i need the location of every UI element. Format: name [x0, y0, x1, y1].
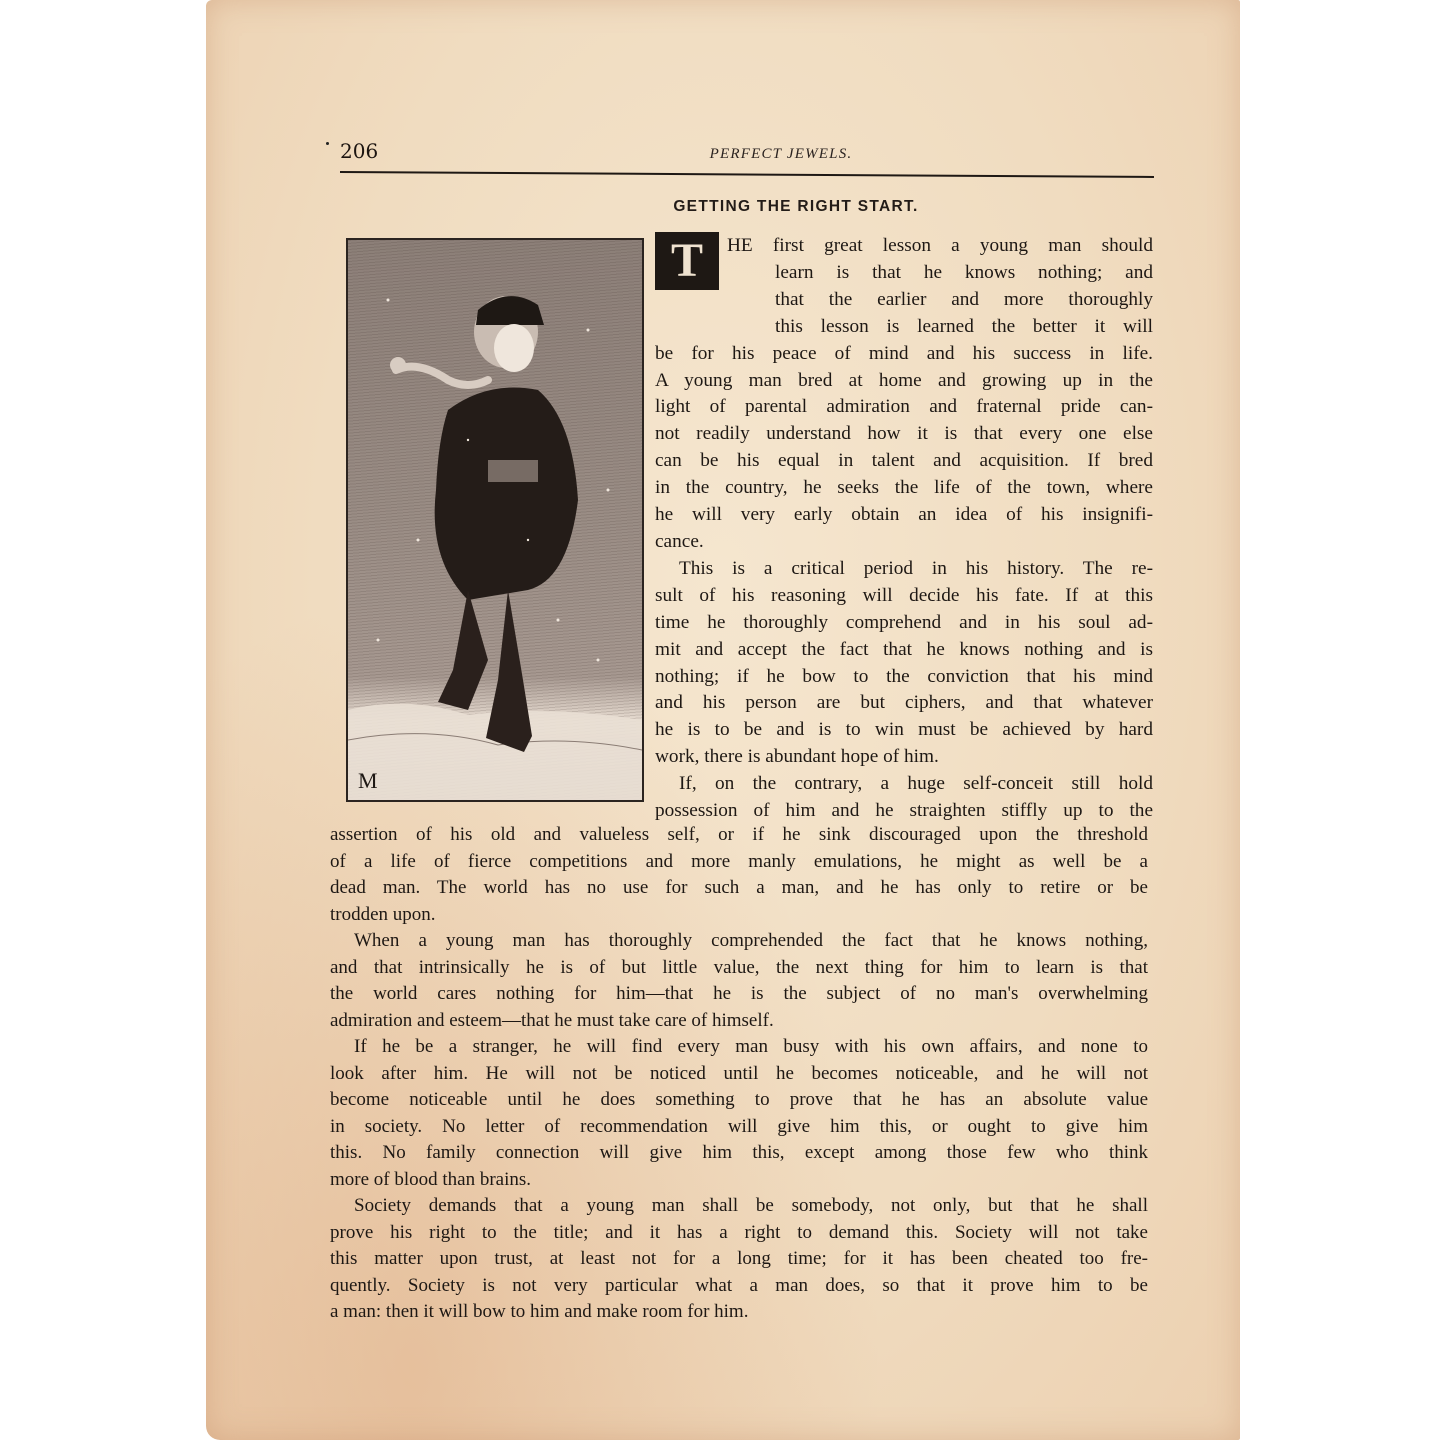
text-line: possession of him and he straighten stiffly up to the — [655, 800, 1153, 822]
engraving-illustration — [346, 238, 644, 802]
article-title: GETTING THE RIGHT START. — [673, 198, 919, 215]
text-line: cance. — [655, 530, 704, 552]
text-line: If he be a stranger, he will find every man busy with his own affairs, and none to — [354, 1036, 1148, 1057]
book-page — [206, 0, 1240, 1440]
drop-cap-letter: T — [670, 234, 703, 287]
text-line: and that intrinsically he is of but little value, the next thing for him to learn is that — [330, 956, 1148, 978]
text-line: can be his equal in talent and acquisition. If bred — [655, 450, 1153, 472]
text-line: not readily understand how it is that every one else — [655, 423, 1153, 445]
text-line: dead man. The world has no use for such a man, and he has only to retire or be — [330, 877, 1148, 898]
text-line: nothing; if he bow to the conviction that his mind — [655, 665, 1153, 687]
header-rule — [340, 171, 1154, 178]
text-line: admiration and esteem—that he must take care of himself. — [330, 1009, 774, 1031]
text-line: this matter upon trust, at least not for a long time; for it has been cheated too fre- — [330, 1248, 1148, 1269]
text-line: he will very early obtain an idea of his insignifi- — [655, 504, 1153, 526]
running-head — [340, 136, 1152, 170]
boy-in-snow-icon — [348, 240, 642, 800]
text-line: in society. No letter of recommendation will give him this, or ought to give him — [330, 1115, 1148, 1137]
text-line: more of blood than brains. — [330, 1168, 532, 1190]
text-line: mit and accept the fact that he knows nothing and is — [655, 638, 1153, 660]
text-line: prove his right to the title; and it has a right to demand this. Society will not take — [330, 1221, 1148, 1243]
svg-text:M: M — [358, 768, 378, 793]
text-line: assertion of his old and valueless self, or if he sink discouraged upon the threshold — [330, 824, 1148, 845]
text-line: Society demands that a young man shall be somebody, not only, but that he shall — [354, 1195, 1148, 1216]
text-line: When a young man has thoroughly comprehended the fact that he knows nothing, — [354, 930, 1148, 951]
text-line: light of parental admiration and fraternal pride can- — [655, 396, 1153, 418]
text-line: be for his peace of mind and his success in life. — [655, 342, 1153, 364]
text-line: If, on the contrary, a huge self-conceit still hold — [679, 773, 1153, 795]
text-line: become noticeable until he does something to prove that he has an absolute value — [330, 1089, 1148, 1110]
text-line: time he thoroughly comprehend and in his soul ad- — [655, 611, 1153, 633]
text-line: in the country, he seeks the life of the town, where — [655, 477, 1153, 499]
text-line: and his person are but ciphers, and that whatever — [655, 692, 1153, 714]
text-line: quently. Society is not very particular what a man does, so that it prove him to be — [330, 1274, 1148, 1296]
body-text-full-width — [330, 822, 1148, 1326]
ink-speck — [326, 142, 329, 145]
text-line: sult of his reasoning will decide his fate. If at this — [655, 584, 1153, 606]
text-line: the world cares nothing for him—that he is the subject of no man's overwhelming — [330, 983, 1148, 1004]
text-line: of a life of fierce competitions and more manly emulations, he might as well be a — [330, 850, 1148, 872]
page-number: 206 — [340, 139, 379, 163]
text-line: This is a critical period in his history. The re- — [679, 557, 1153, 579]
text-line: that the earlier and more thoroughly — [775, 288, 1153, 310]
text-line: learn is that he knows nothing; and — [775, 261, 1153, 283]
text-line: A young man bred at home and growing up in the — [655, 369, 1153, 391]
text-line: trodden upon. — [330, 903, 436, 925]
text-line: this lesson is learned the better it will — [775, 315, 1153, 337]
text-line: look after him. He will not be noticed until he becomes noticeable, and he will not — [330, 1062, 1148, 1084]
body-text-column-lines — [655, 233, 1153, 825]
text-line: this. No family connection will give him this, except among those few who think — [330, 1142, 1148, 1163]
text-line: work, there is abundant hope of him. — [655, 746, 939, 768]
text-line: a man: then it will bow to him and make room for him. — [330, 1301, 749, 1322]
text-line: HE first great lesson a young man should — [727, 235, 1153, 256]
running-title: PERFECT JEWELS. — [709, 146, 853, 162]
text-line: he is to be and is to win must be achieved by hard — [655, 719, 1153, 741]
